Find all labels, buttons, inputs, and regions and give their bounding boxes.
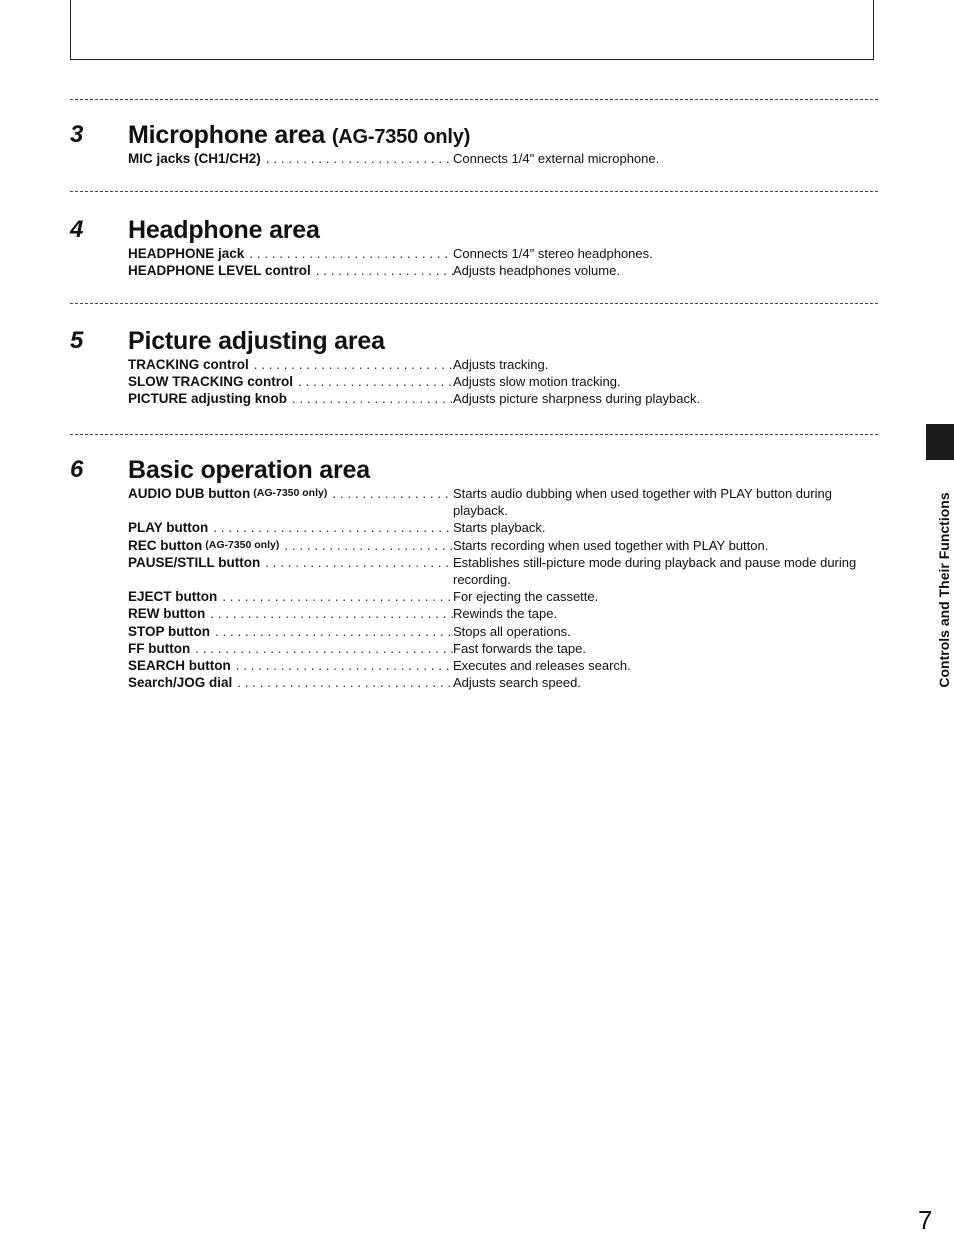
leader-dots <box>222 588 453 605</box>
section-headphone-area <box>70 216 870 279</box>
item-note: (AG-7350 only) <box>205 538 280 551</box>
spec-row <box>128 519 870 536</box>
item-label: STOP button <box>128 623 210 639</box>
leader-dots <box>210 605 453 622</box>
item-label: EJECT button <box>128 589 218 605</box>
item-label: PICTURE adjusting knob <box>128 391 288 407</box>
page-number: 7 <box>918 1205 933 1235</box>
spec-row <box>128 356 870 373</box>
section-number: 5 <box>70 327 84 354</box>
chapter-tab-marker <box>926 424 954 460</box>
section-title: Picture adjusting area <box>128 327 385 355</box>
section-microphone-area <box>70 121 870 167</box>
spec-row <box>128 485 870 519</box>
spec-row <box>128 623 870 640</box>
item-description: For ejecting the cassette. <box>453 589 599 605</box>
item-description: Starts recording when used together with PLAY button. <box>453 537 769 553</box>
section-title: Basic operation area <box>128 456 370 484</box>
spec-row <box>128 537 870 554</box>
item-label: AUDIO DUB button <box>128 486 251 501</box>
spec-row <box>128 657 870 674</box>
section-title <box>128 121 470 150</box>
leader-dots <box>249 245 453 262</box>
leader-dots <box>195 640 453 657</box>
spec-row <box>128 674 870 691</box>
item-description: Starts playback. <box>453 520 546 536</box>
spec-row <box>128 640 870 657</box>
item-description: Connects 1/4" stereo headphones. <box>453 246 653 261</box>
item-label: REC button <box>128 537 203 553</box>
item-description: Rewinds the tape. <box>453 606 558 622</box>
section-heading <box>70 216 870 246</box>
leader-dots <box>284 537 453 554</box>
section-number: 3 <box>70 121 84 148</box>
item-description: Fast forwards the tape. <box>453 640 586 656</box>
spec-row <box>128 150 870 167</box>
item-description: Connects 1/4" external microphone. <box>453 151 660 166</box>
leader-dots <box>298 373 453 390</box>
section-heading <box>70 121 870 151</box>
leader-dots <box>215 623 453 640</box>
section-basic-operation-area <box>70 456 870 691</box>
spec-row <box>128 262 870 279</box>
item-label: REW button <box>128 606 206 622</box>
leader-dots <box>213 519 453 536</box>
item-label: PAUSE/STILL button <box>128 554 261 570</box>
section-heading <box>70 456 870 486</box>
item-description: Adjusts slow motion tracking. <box>453 374 621 390</box>
leader-dots <box>292 390 453 407</box>
top-frame-box <box>70 0 874 60</box>
section-title: Headphone area <box>128 216 320 244</box>
item-description: Adjusts headphones volume. <box>453 263 620 279</box>
spec-row <box>128 245 870 262</box>
section-heading <box>70 327 870 357</box>
section-title-note: (AG-7350 only) <box>331 126 471 148</box>
section-divider <box>70 99 878 100</box>
item-label: TRACKING control <box>128 357 249 372</box>
item-label: HEADPHONE jack <box>128 246 245 261</box>
item-note: (AG-7350 only) <box>253 487 328 499</box>
spec-row <box>128 554 870 588</box>
leader-dots <box>265 554 453 571</box>
section-divider <box>70 434 878 435</box>
section-divider <box>70 191 878 192</box>
item-description: Executes and releases search. <box>453 658 631 674</box>
item-label: FF button <box>128 640 191 656</box>
leader-dots <box>316 262 453 279</box>
item-label: PLAY button <box>128 520 209 536</box>
spec-row <box>128 588 870 605</box>
leader-dots <box>254 356 453 373</box>
item-description: Establishes still-picture mode during playback and pause mode during recording. <box>453 554 857 588</box>
section-title-text: Microphone area <box>128 121 326 149</box>
section-number: 4 <box>70 216 84 243</box>
item-description: Adjusts tracking. <box>453 357 549 372</box>
item-description: Starts audio dubbing when used together with PLAY button during playback. <box>453 486 832 519</box>
item-description: Adjusts picture sharpness during playback. <box>453 391 701 407</box>
item-description: Adjusts search speed. <box>453 675 581 691</box>
spec-row <box>128 390 870 407</box>
spec-row <box>128 373 870 390</box>
item-label: Search/JOG dial <box>128 675 233 691</box>
leader-dots <box>237 674 453 691</box>
item-description: Stops all operations. <box>453 623 571 639</box>
spec-row <box>128 605 870 622</box>
section-divider <box>70 303 878 304</box>
leader-dots <box>236 657 453 674</box>
section-number: 6 <box>70 456 84 483</box>
leader-dots <box>266 150 453 167</box>
item-label: HEADPHONE LEVEL control <box>128 263 311 279</box>
item-label: SEARCH button <box>128 658 231 674</box>
item-label: MIC jacks (CH1/CH2) <box>128 151 261 166</box>
section-picture-adjusting-area <box>70 327 870 408</box>
item-label: SLOW TRACKING control <box>128 374 293 390</box>
leader-dots <box>332 485 453 502</box>
chapter-side-label: Controls and Their Functions <box>936 492 952 688</box>
